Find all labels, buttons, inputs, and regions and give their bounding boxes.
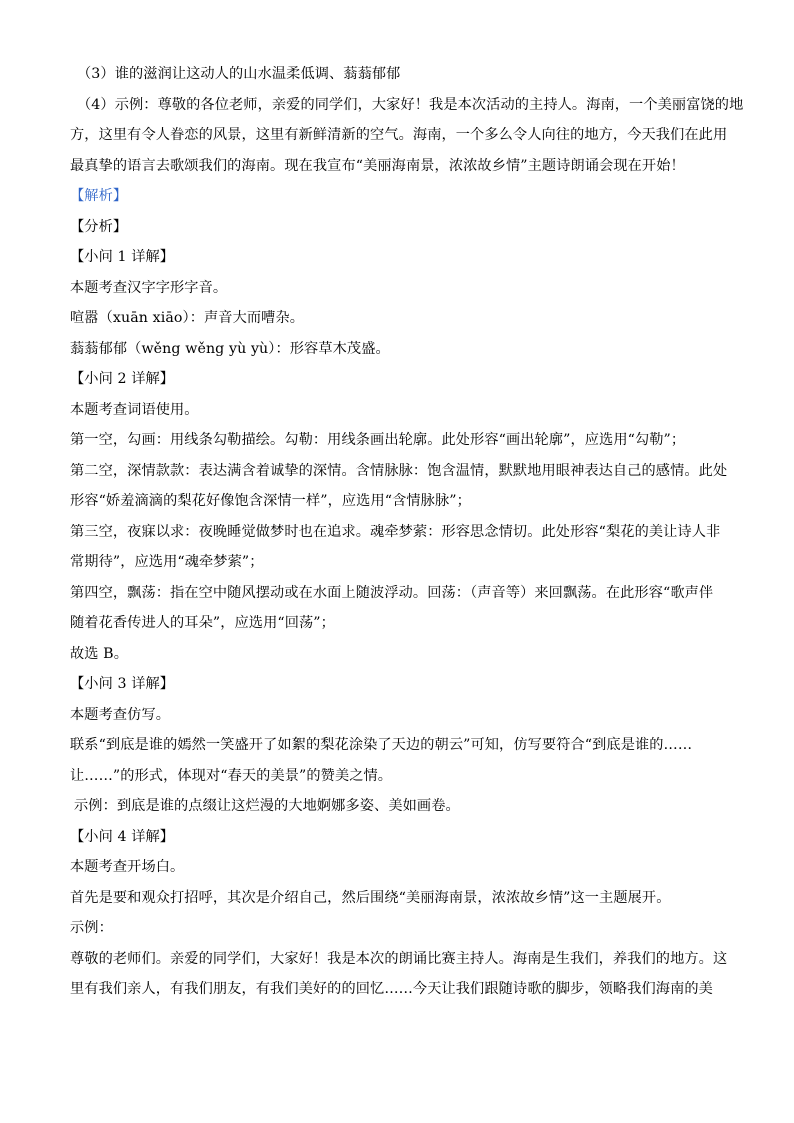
answer-item-4 — [70, 95, 744, 176]
answer-item-4-line: 方，这里有令人眷恋的风景，这里有新鲜清新的空气。海南，一个多么令人向往的地方，今天我们在此用 — [70, 127, 728, 143]
q3-body-line: 联系“到底是谁的嫣然一笑盛开了如絮的梨花涂染了天边的朝云”可知，仿写要符合“到底是谁的…… — [70, 737, 693, 753]
answer-item-4-line: 最真挚的语言去歌颂我们的海南。现在我宣布“美丽海南景，浓浓故乡情”主题诗朗诵会现在开始！ — [70, 157, 685, 174]
q1-pinyin-line: 蓊蓊郁郁（wěng wěng yù yù）：形容草木茂盛。 — [70, 340, 390, 357]
q4-intro: 本题考查开场白。 — [70, 859, 185, 875]
q2-intro: 本题考查词语使用。 — [70, 401, 199, 418]
q4-body: 首先是要和观众打招呼，其次是介绍自己，然后围绕“美丽海南景，浓浓故乡情”这一主题展开。 — [70, 889, 671, 906]
q4-example — [70, 949, 728, 1000]
q3-heading: 【小问 3 详解】 — [70, 676, 175, 692]
q4-example-line: 里有我们亲人，有我们朋友，有我们美好的的回忆……今天让我们跟随诗歌的脚步，领略我们海南的美 — [70, 981, 713, 997]
q2-conclusion: 故选 B。 — [70, 645, 128, 662]
q1-heading: 【小问 1 详解】 — [70, 249, 175, 265]
q2-blank-4-line: 第四空，飘荡：指在空中随风摆动或在水面上随波浮动。回荡：（声音等）来回飘荡。在此形容“歌声伴 — [70, 584, 714, 601]
q2-blank-4-line: 随着花香传进人的耳朵”，应选用“回荡”； — [70, 615, 335, 631]
q2-blank-1: 第一空，勾画：用线条勾勒描绘。勾勒：用线条画出轮廓。此处形容“画出轮廓”，应选用“勾勒”； — [70, 432, 686, 448]
q1-pinyin-line: 喧嚣（xuān xiāo）：声音大而嘈杂。 — [70, 310, 305, 326]
q4-example-line: 尊敬的老师们。亲爱的同学们，大家好！我是本次的朗诵比赛主持人。海南是生我们，养我们的地方。这 — [70, 950, 728, 967]
q1-intro: 本题考查汉字字形字音。 — [70, 279, 228, 296]
q2-blank-4 — [70, 583, 720, 634]
q2-blank-3-line: 第三空，夜寐以求：夜晚睡觉做梦时也在追求。魂牵梦萦：形容思念情切。此处形容“梨花的美让诗人非 — [70, 523, 721, 540]
q3-body-line: 让……”的形式，体现对“春天的美景”的赞美之情。 — [70, 767, 393, 784]
answer-item-3: （3）谁的滋润让这动人的山水温柔低调、蓊蓊郁郁 — [77, 66, 401, 82]
q2-blank-2-line: 形容“娇羞滴滴的梨花好像饱含深情一样”，应选用“含情脉脉”； — [70, 493, 471, 509]
fenxi-label: 【分析】 — [70, 218, 128, 235]
jiexi-label: 【解析】 — [70, 188, 128, 204]
q2-blank-2-line: 第二空，深情款款：表达满含着诚挚的深情。含情脉脉：饱含温情，默默地用眼神表达自己的感情。此处 — [70, 462, 728, 479]
answer-item-4-line: （4）示例：尊敬的各位老师，亲爱的同学们，大家好！我是本次活动的主持人。海南，一个美丽富饶的地 — [77, 96, 744, 113]
document-page — [70, 64, 744, 1010]
q4-heading: 【小问 4 详解】 — [70, 828, 175, 845]
q3-body — [70, 735, 720, 786]
q2-blank-3-line: 常期待”，应选用“魂牵梦萦”； — [70, 554, 264, 570]
q3-example: 示例：到底是谁的点缀让这烂漫的大地婀娜多姿、美如画卷。 — [74, 798, 460, 814]
q4-example-label: 示例： — [70, 920, 113, 936]
q2-blank-3 — [70, 522, 720, 573]
q2-blank-2 — [70, 461, 728, 512]
q2-heading: 【小问 2 详解】 — [70, 371, 175, 387]
q3-intro: 本题考查仿写。 — [70, 706, 171, 723]
